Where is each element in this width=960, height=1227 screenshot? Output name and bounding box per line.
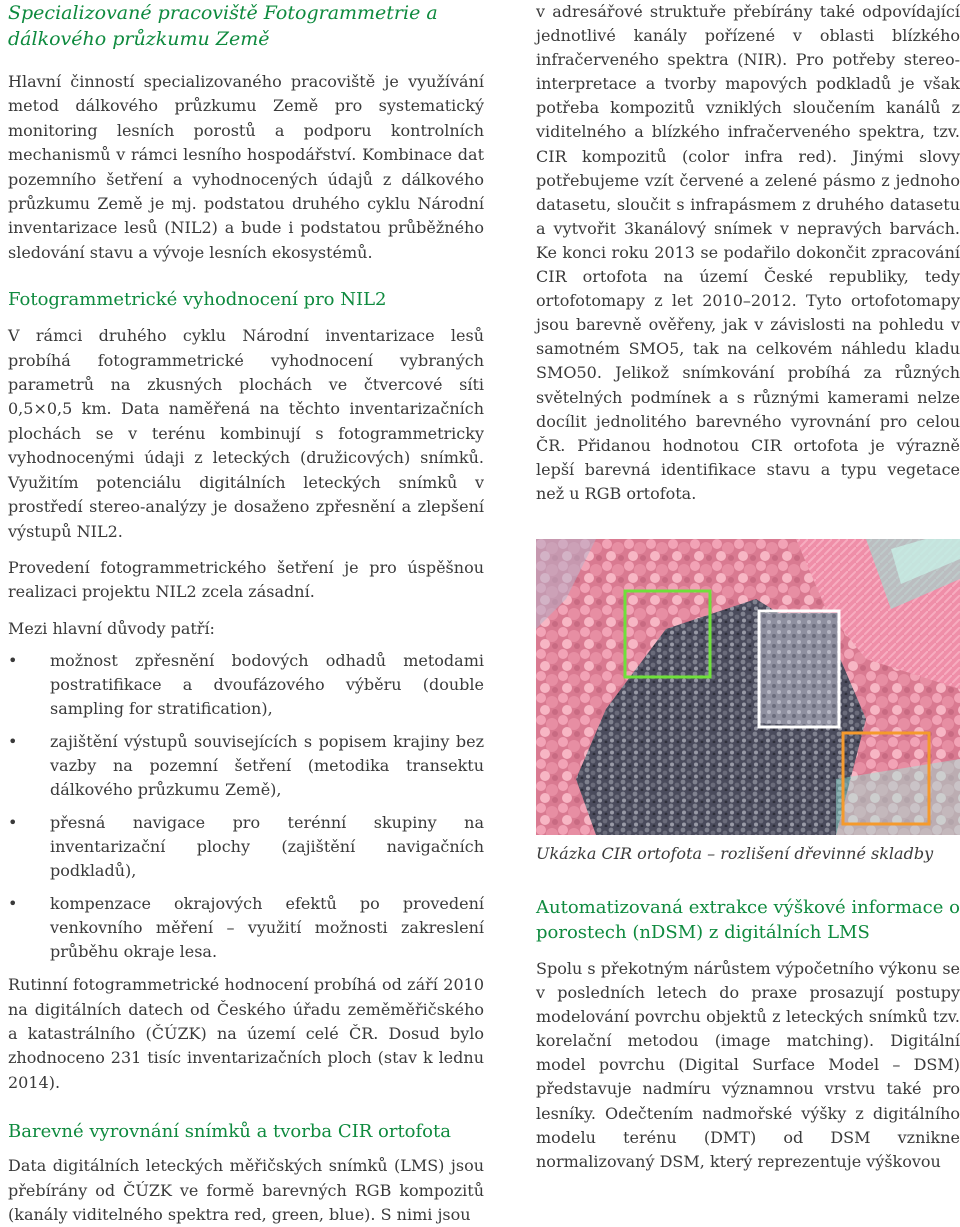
continued-paragraph: v adresářové struktuře přebírány také odpovídající jednotlivé kanály pořízené v oblasti blízkého infračerveného spektra (NIR). Pro potřeby stereo-interpretace a tvorby mapových podkladů je však potřeba kompozitů vzniklých sloučením kanálů z viditelného a blízkého infračerveného spektra, tzv. CIR kompozitů (color infra red). Jinými slovy potřebujeme vzít červené a zelené pásmo z jednoho datasetu, sloučit s infrapásmem z druhého datasetu a vytvořit 3kanálový snímek v nepravých barvách. Ke konci roku 2013 se podařilo dokončit zpracování CIR ortofota na území České republiky, tedy ortofotomapy z let 2010–2012. Tyto ortofotomapy jsou barevně ověřeny, jak v závislosti na pohledu v samotném SMO5, tak na celkovém náhledu kladu SMO50. Jelikož snímkování probíhá za různých světelných podmínek a s různými kamerami nelze docílit jednolitého barevného vyrovnání pro celou ČR. Přidanou hodnotou CIR ortofota je výrazně lepší barevná identifikace stavu a typu vegetace než u RGB ortofota. [536,2,960,503]
list-item: • kompenzace okrajových efektů po provedení venkovního měření – využití možnosti zakreslení průběhu okraje lesa. [8,892,484,964]
section3-paragraph-1: Spolu s překotným nárůstem výpočetního výkonu se v posledních letech do praxe prosazují postupy modelování povrchu objektů z leteckých snímků tzv. korelační metodou (image matching). Digitální model povrchu (Digital Surface Model – DSM) představuje nadmíru významnou vrstvu také pro lesníky. Odečtením nadmořské výšky z digitálního modelu terénu (DMT) od DSM vznikne normalizovaný DSM, který reprezentuje výškovou [536,958,960,1171]
section-heading-ndsm: Automatizovaná extrakce výškové informace o porostech (nDSM) z digitálních LMS [536,896,960,943]
reasons-list [8,649,484,964]
list-item: • možnost zpřesnění bodových odhadů metodami postratifikace a dvoufázového výběru (double sampling for stratification), [8,649,484,721]
list-item: • přesná navigace pro terénní skupiny na inventarizační plochy (zajištění navigačních podkladů), [8,811,484,883]
section-heading-photogrammetry: Fotogrammetrické vyhodnocení pro NIL2 [8,289,387,311]
image-caption: Ukázka CIR ortofota – rozlišení dřevinné skladby [536,843,934,863]
right-column [536,0,960,1174]
section1-paragraph-3: Rutinní fotogrammetrické hodnocení probíhá od září 2010 na digitálních datech od Českého úřadu zeměměřičského a katastrálního (ČÚZK) na území celé ČR. Dosud bylo zhodnoceno 231 tisíc inventarizačních ploch (stav k lednu 2014). [8,975,484,1092]
section1-paragraph-1: V rámci druhého cyklu Národní inventarizace lesů probíhá fotogrammetrické vyhodnocení vybraných parametrů na zkusných plochách ve čtvercové síti 0,5×0,5 km. Data naměřená na těchto inventarizačních plochách se v terénu kombinují s fotogrammetricky vyhodnocenými údaji z leteckých (družicových) snímků. Využitím potenciálu digitálních leteckých snímků v prostředí stereo-analýzy je dosaženo zpřesnění a zlepšení výstupů NIL2. [8,326,484,541]
left-column [8,0,484,1227]
intro-paragraph: Hlavní činností specializovaného pracoviště je využívání metod dálkového průzkumu Země pro systematický monitoring lesních porostů a podporu kontrolních mechanismů v rámci lesního hospodářství. Kombinace dat pozemního šetření a vyhodnocených údajů z dálkového průzkumu Země je mj. podstatou druhého cyklu Národní inventarizace lesů (NIL2) a bude i podstatou průběžného sledování stavu a vývoje lesních ekosystémů. [8,72,484,262]
page-title: Specializované pracoviště Fotogrammetrie a dálkového průzkumu Země [8,2,438,50]
list-item: • zajištění výstupů souvisejících s popisem krajiny bez vazby na pozemní šetření (metodika transektu dálkového průzkumu Země), [8,730,484,802]
reasons-intro: Mezi hlavní důvody patří: [8,618,215,638]
section1-paragraph-2: Provedení fotogrammetrického šetření je pro úspěšnou realizaci projektu NIL2 zcela zásadní. [8,557,484,602]
section-heading-cir: Barevné vyrovnání snímků a tvorba CIR ortofota [8,1121,451,1143]
cir-orthophoto-image [536,539,960,835]
section2-paragraph-1: Data digitálních leteckých měřičských snímků (LMS) jsou přebírány od ČÚZK ve formě barevných RGB kompozitů (kanály viditelného spektra red, green, blue). S nimi jsou [8,1156,484,1224]
